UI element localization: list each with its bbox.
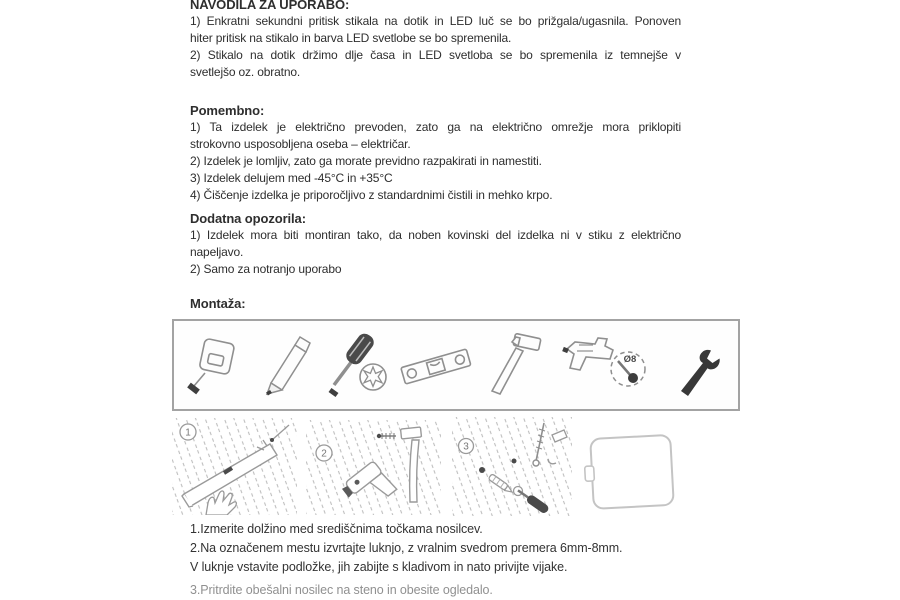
assembly-heading: Montaža: — [190, 296, 246, 311]
step1-illustration — [172, 418, 297, 515]
step3-number: 3 — [463, 441, 469, 453]
usage-line: 1) Enkratni sekundni pritisk stikala na dotik in LED luč se bo prižgala/ugasnila. Ponoven — [190, 14, 681, 28]
assembly-instructions — [190, 520, 660, 600]
spirit-level-icon — [400, 329, 472, 401]
drill-icon — [557, 327, 661, 403]
usage-line: hiter pritisk na stikalo in barva LED svetlobe se bo spremenila. — [190, 31, 512, 45]
instruction-line: 3.Pritrdite obešalni nosilec na steno in obesite ogledalo. — [190, 583, 493, 597]
step2-illustration — [306, 420, 441, 515]
warnings-line: 1) Izdelek mora biti montiran tako, da noben kovinski del izdelka ni v stiku z električno — [190, 228, 681, 242]
instruction-line: V luknje vstavite podložke, jih zabijte s kladivom in nato privijte vijake. — [190, 560, 568, 574]
pencil-icon — [255, 329, 313, 401]
usage-line: svetlejšo oz. obratno. — [190, 65, 301, 79]
tape-measure-icon — [185, 329, 245, 401]
important-line: 1) Ta izdelek je električno prevoden, zato ga na električno omrežje mora priklopiti — [190, 120, 681, 134]
section-important — [190, 102, 681, 204]
important-line: 4) Čiščenje izdelka je priporočljivo z standardnimi čistili in mehko krpo. — [190, 188, 553, 202]
important-heading: Pomembno: — [190, 103, 265, 118]
mirror-illustration — [584, 431, 676, 513]
section-usage — [190, 0, 681, 81]
tools-box — [172, 319, 740, 411]
section-assembly — [190, 295, 681, 312]
important-line: 2) Izdelek je lomljiv, zato ga morate previdno razpakirati in namestiti. — [190, 154, 542, 168]
step1-number: 1 — [185, 427, 191, 439]
instruction-line: 1.Izmerite dolžino med središčnima točkama nosilcev. — [190, 522, 483, 536]
important-line: 3) Izdelek delujem med -45°C in +35°C — [190, 171, 393, 185]
step2-number: 2 — [321, 448, 327, 460]
step3-illustration — [452, 417, 572, 516]
instruction-line: 2.Na označenem mestu izvrtajte luknjo, z vralnim svedrom premera 6mm-8mm. — [190, 541, 623, 555]
warnings-line: 2) Samo za notranjo uporabo — [190, 262, 342, 276]
hammer-icon — [482, 329, 546, 401]
drill-bit-diameter-label: Ø8 — [623, 354, 636, 365]
warnings-heading: Dodatna opozorila: — [190, 211, 306, 226]
warnings-line: napeljavo. — [190, 245, 244, 259]
wrench-icon — [671, 329, 727, 401]
section-warnings — [190, 210, 681, 278]
important-line: strokovno usposobljena oseba – električar. — [190, 137, 411, 151]
screwdriver-icon — [324, 329, 390, 401]
usage-heading: NAVODILA ZA UPORABO: — [190, 0, 350, 12]
usage-line: 2) Stikalo na dotik držimo dlje časa in LED svetloba se bo spremenila iz temnejše v — [190, 48, 681, 62]
